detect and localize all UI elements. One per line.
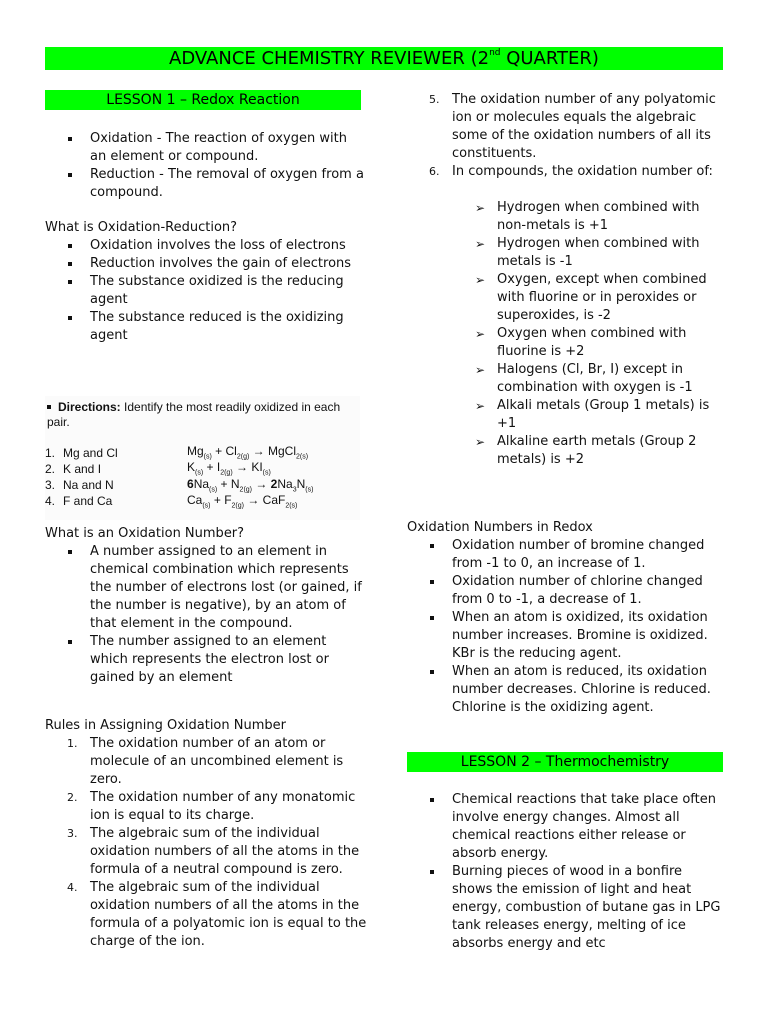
equation-4: $Ca_{(s)} + F_{2(g)} \to CaF_{2(s)}$: [187, 493, 298, 510]
arrow-bullet-icon: ➢: [475, 201, 486, 215]
list-item: When an atom is reduced, its oxidation number decreases. Chlorine is reduced. Chlorine is the oxidizing agent.: [407, 663, 725, 717]
arrow-bullet-icon: ➢: [475, 363, 486, 377]
question-oxidation-number: What is an Oxidation Number?: [45, 526, 245, 541]
question-redox: What is Oxidation-Reduction?: [45, 220, 238, 235]
list-item: 1. The oxidation number of an atom or molecule of an uncombined element is zero.: [67, 736, 344, 787]
rules-list: [45, 735, 367, 951]
list-item: Reduction involves the gain of electrons: [45, 255, 365, 273]
pair-value: K and I: [63, 462, 102, 476]
rules-title: Rules in Assigning Oxidation Number: [45, 718, 286, 733]
list-item: The substance oxidized is the reducing agent: [45, 273, 365, 309]
list-item: The substance reduced is the oxidizing agent: [45, 309, 365, 345]
arrow-bullet-icon: ➢: [475, 327, 486, 341]
list-item: 5. The oxidation number of any polyatomic ion or molecules equals the algebraic some of the oxidation numbers of all its constituents.: [429, 92, 716, 161]
equation-2: $K_{(s)} + I_{2(g)} \to KI_{(s)}$: [187, 460, 271, 477]
list-item: 2. The oxidation number of any monatomic ion is equal to its charge.: [67, 790, 356, 823]
lesson-2-list: [407, 791, 725, 953]
lesson-2-heading: LESSON 2 – Thermochemistry: [407, 752, 723, 772]
lesson-1-heading: LESSON 1 – Redox Reaction: [45, 90, 361, 110]
list-item: When an atom is oxidized, its oxidation number increases. Bromine is oxidized. KBr is the reducing agent.: [407, 609, 725, 663]
list-item: Burning pieces of wood in a bonfire shows the emission of light and heat energy, combustion of butane gas in LPG tank releases energy, melting of ice absorbs energy and etc: [407, 863, 725, 953]
list-item: ➢ Alkaline earth metals (Group 2 metals) is +2: [475, 434, 697, 467]
list-item: Oxidation involves the loss of electrons: [45, 237, 365, 255]
document-title: ADVANCE CHEMISTRY REVIEWER (2nd QUARTER): [45, 47, 723, 70]
list-item: The number assigned to an element which represents the electron lost or gained by an element: [45, 633, 367, 687]
directions-exercise: [45, 396, 360, 520]
list-item: 4. The algebraic sum of the individual oxidation numbers of all the atoms in the formula of a polyatomic ion is equal to the charge of the ion.: [67, 880, 367, 949]
list-item: Oxidation number of chlorine changed from 0 to -1, a decrease of 1.: [407, 573, 725, 609]
list-item: ➢ Hydrogen when combined with non-metals is +1: [475, 200, 700, 233]
pair-number: 3.: [45, 478, 56, 492]
directions-heading: Directions: Identify the most readily oxidized in each pair.: [47, 400, 341, 429]
list-item: Oxidation number of bromine changed from -1 to 0, an increase of 1.: [407, 537, 725, 573]
list-item: Chemical reactions that take place often involve energy changes. Almost all chemical reactions either release or absorb energy.: [407, 791, 725, 863]
arrow-bullet-icon: ➢: [475, 273, 486, 287]
pair-value: Mg and Cl: [63, 446, 118, 460]
redox-section-title: Oxidation Numbers in Redox: [407, 520, 593, 535]
list-item: ➢ Oxygen when combined with fluorine is +2: [475, 326, 687, 359]
list-item: 6. In compounds, the oxidation number of:: [429, 164, 713, 179]
pair-value: Na and N: [63, 478, 114, 492]
lesson-1-intro-list: [45, 130, 365, 202]
arrow-bullet-icon: ➢: [475, 399, 486, 413]
bullet-square-icon: [47, 405, 51, 409]
arrow-bullet-icon: ➢: [475, 435, 486, 449]
list-item: Reduction - The removal of oxygen from a compound.: [45, 166, 365, 202]
list-item: ➢ Halogens (Cl, Br, I) except in combination with oxygen is -1: [475, 362, 693, 395]
list-item: Oxidation - The reaction of oxygen with an element or compound.: [45, 130, 365, 166]
equation-1: $Mg_{(s)} + Cl_{2(g)}$ → MgCl$_{2(s)}$: [187, 444, 309, 461]
redox-definition-list: [45, 237, 365, 345]
list-item: 3. The algebraic sum of the individual oxidation numbers of all the atoms in the formula of a neutral compound is zero.: [67, 826, 360, 877]
list-item: A number assigned to an element in chemical combination which represents the number of electrons lost (or gained, if the number is negative), by an atom of that element in the compound.: [45, 543, 367, 633]
pair-number: 4.: [45, 494, 56, 508]
list-item: ➢ Hydrogen when combined with metals is -1: [475, 236, 700, 269]
rules-list-continued: [407, 91, 725, 181]
pair-value: F and Ca: [63, 494, 113, 508]
list-item: ➢ Oxygen, except when combined with fluorine or in peroxides or superoxides, is -2: [475, 272, 707, 323]
equation-3: $6Na_{(s)} + N_{2(g)} \to 2Na_3N_{(s)}$: [187, 477, 314, 494]
list-item: ➢ Alkali metals (Group 1 metals) is +1: [475, 398, 710, 431]
pair-number: 2.: [45, 462, 56, 476]
rule-6-sublist: [407, 199, 725, 469]
pair-number: 1.: [45, 446, 56, 460]
arrow-bullet-icon: ➢: [475, 237, 486, 251]
oxidation-number-definition-list: [45, 543, 367, 687]
redox-oxidation-list: [407, 537, 725, 717]
